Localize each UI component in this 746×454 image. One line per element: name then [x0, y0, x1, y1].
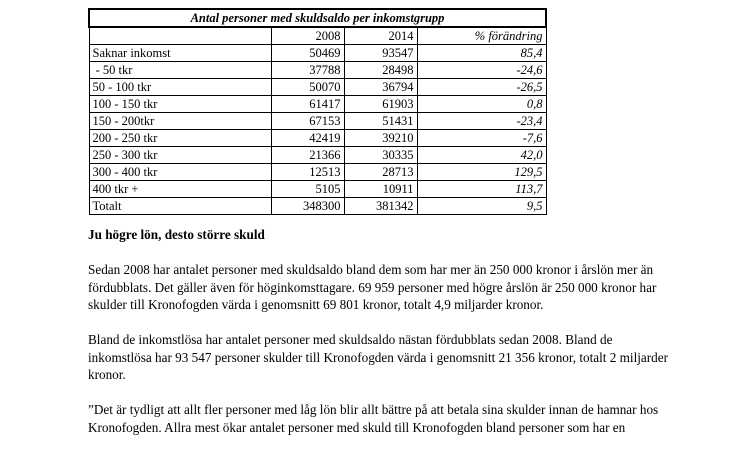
row-category: 150 - 200tkr [89, 113, 271, 130]
row-change: -24,6 [417, 62, 546, 79]
table-row [89, 113, 546, 130]
income-group-table [88, 8, 547, 215]
header-2008: 2008 [271, 27, 344, 45]
row-change: 85,4 [417, 45, 546, 62]
row-value-2008: 67153 [271, 113, 344, 130]
row-value-2008: 5105 [271, 181, 344, 198]
article-paragraph-3: ”Det är tydligt att allt fler personer med låg lön blir allt bättre på att betala sina skulder innan de hamnar hos Kronofogden. Allra mest ökar antalet personer med skuld till Kronofogden bland personer som har en [88, 402, 659, 435]
row-value-2014: 36794 [344, 79, 417, 96]
header-change: % förändring [417, 27, 546, 45]
row-change: -26,5 [417, 79, 546, 96]
row-value-2014: 39210 [344, 130, 417, 147]
row-change: 0,8 [417, 96, 546, 113]
row-value-2014: 28498 [344, 62, 417, 79]
row-category: Saknar inkomst [89, 45, 271, 62]
row-value-2008: 37788 [271, 62, 344, 79]
row-value-2008: 50469 [271, 45, 344, 62]
row-category: 200 - 250 tkr [89, 130, 271, 147]
table-row [89, 164, 546, 181]
row-value-2008: 42419 [271, 130, 344, 147]
row-category: 50 - 100 tkr [89, 79, 271, 96]
table-row [89, 96, 546, 113]
row-category: 100 - 150 tkr [89, 96, 271, 113]
row-value-2014: 51431 [344, 113, 417, 130]
table-header-row [89, 27, 546, 45]
table-title-row [89, 9, 546, 27]
row-value-2008: 61417 [271, 96, 344, 113]
row-change: -23,4 [417, 113, 546, 130]
table-row [89, 62, 546, 79]
table-row [89, 198, 546, 215]
row-category: - 50 tkr [89, 62, 271, 79]
row-value-2014: 93547 [344, 45, 417, 62]
row-change: -7,6 [417, 130, 546, 147]
row-category: 400 tkr + [89, 181, 271, 198]
row-value-2014: 61903 [344, 96, 417, 113]
row-value-2014: 10911 [344, 181, 417, 198]
row-category: 300 - 400 tkr [89, 164, 271, 181]
row-category: Totalt [89, 198, 271, 215]
row-change: 9,5 [417, 198, 546, 215]
row-value-2014: 30335 [344, 147, 417, 164]
row-value-2008: 50070 [271, 79, 344, 96]
row-value-2014: 381342 [344, 198, 417, 215]
article-paragraph-1: Sedan 2008 har antalet personer med skuldsaldo bland dem som har mer än 250 000 kronor i årslön mer än fördubblats. Det gäller även för höginkomsttagare. 69 959 personer med högre årslön är 250 000 kronor har skulder till Kronofogden värda i genomsnitt 69 801 kronor, totalt 4,9 miljarder kronor. [88, 262, 657, 312]
row-value-2014: 28713 [344, 164, 417, 181]
row-category: 250 - 300 tkr [89, 147, 271, 164]
header-2014: 2014 [344, 27, 417, 45]
table-row [89, 79, 546, 96]
table-row [89, 147, 546, 164]
row-value-2008: 12513 [271, 164, 344, 181]
header-category [89, 27, 271, 45]
row-change: 113,7 [417, 181, 546, 198]
table-row [89, 130, 546, 147]
row-change: 129,5 [417, 164, 546, 181]
article-body [88, 226, 668, 454]
table-row [89, 45, 546, 62]
row-value-2008: 21366 [271, 147, 344, 164]
article-paragraph-2: Bland de inkomstlösa har antalet personer med skuldsaldo nästan fördubblats sedan 2008. Bland de inkomstlösa har 93 547 personer skulder till Kronofogden värda i genomsnitt 21 356 kronor, totalt 2 miljarder kronor. [88, 332, 668, 382]
table-title: Antal personer med skuldsaldo per inkomstgrupp [89, 9, 546, 27]
row-change: 42,0 [417, 147, 546, 164]
row-value-2008: 348300 [271, 198, 344, 215]
article-heading: Ju högre lön, desto större skuld [88, 227, 265, 242]
table-row [89, 181, 546, 198]
